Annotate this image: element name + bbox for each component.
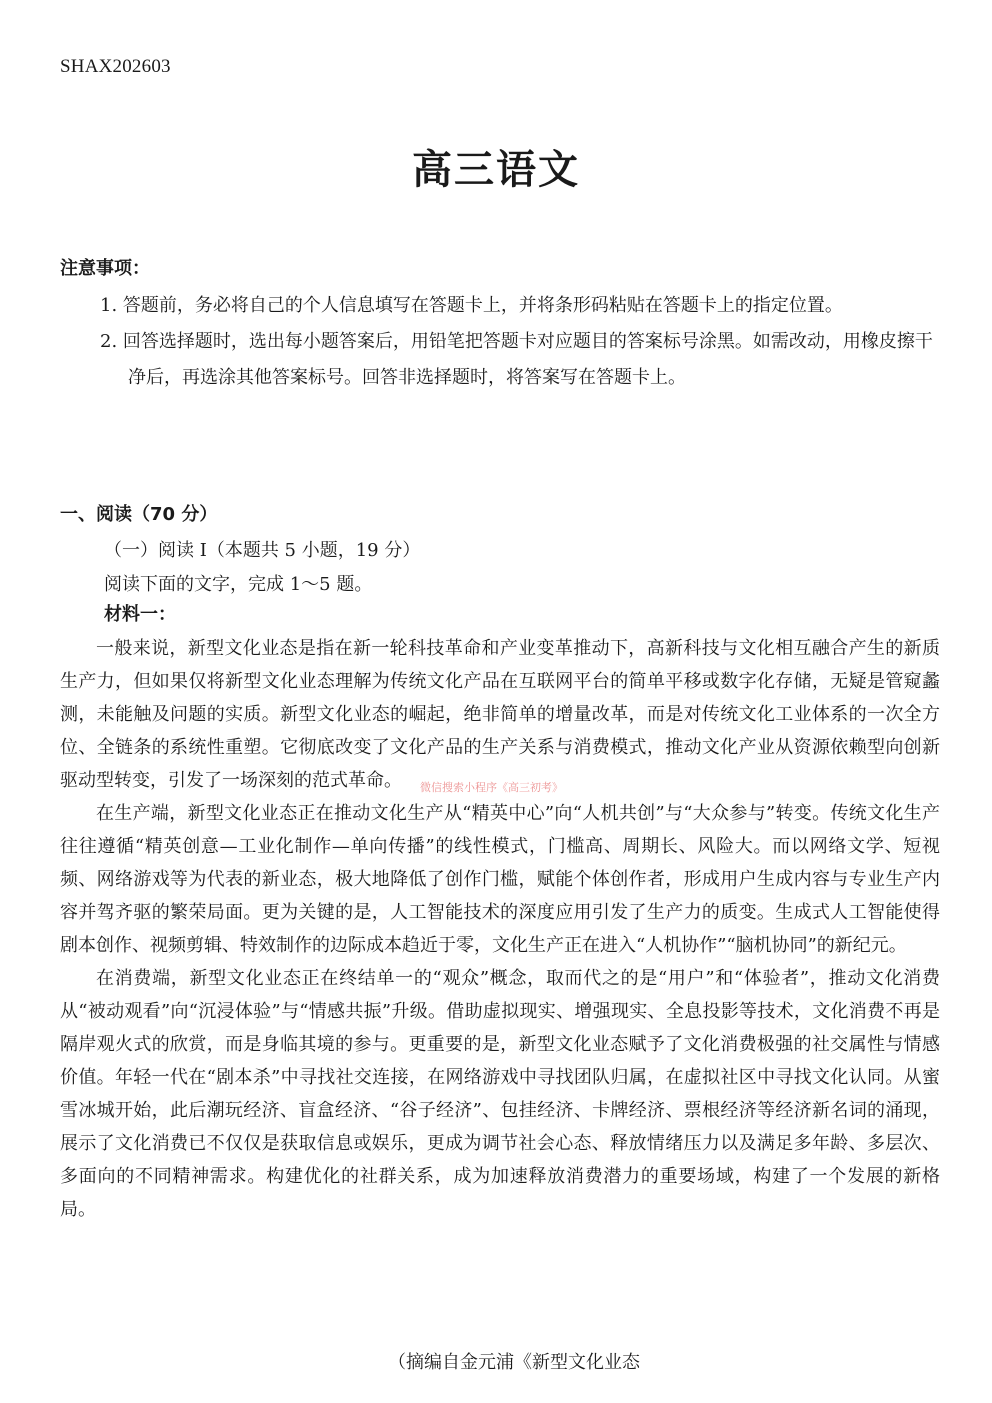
notice-list [100,288,940,396]
notice-item: 1. 答题前，务必将自己的个人信息填写在答题卡上，并将条形码粘贴在答题卡上的指定位置。 [100,295,843,316]
page-title: 高三语文 [412,147,580,193]
passage-paragraph: 一般来说，新型文化业态是指在新一轮科技革命和产业变革推动下，高新科技与文化相互融合产生的新质生产力，但如果仅将新型文化业态理解为传统文化产品在互联网平台的简单平移或数字化存储，无疑是管窥蠡测，未能触及问题的实质。新型文化业态的崛起，绝非简单的增量改革，而是对传统文化工业体系的一次全方位、全链条的系统性重塑。它彻底改变了文化产品的生产关系与消费模式，推动文化产业从资源依赖型向创新驱动型转变，引发了一场深刻的范式革命。 [60,638,940,791]
section-heading: 一、阅读（70 分） [60,504,218,525]
passage-paragraph: 在生产端，新型文化业态正在推动文化生产从“精英中心”向“人机共创”与“大众参与”转变。传统文化生产往往遵循“精英创意—工业化制作—单向传播”的线性模式，门槛高、周期长、风险大。而以网络文学、短视频、网络游戏等为代表的新业态，极大地降低了创作门槛，赋能个体创作者，形成用户生成内容与专业生产内容并驾齐驱的繁荣局面。更为关键的是，人工智能技术的深度应用引发了生产力的质变。生成式人工智能使得剧本创作、视频剪辑、特效制作的边际成本趋近于零，文化生产正在进入“人机协作”“脑机协同”的新纪元。 [60,803,940,956]
material-label: 材料一： [104,604,176,625]
notice-heading: 注意事项： [60,258,150,279]
page-edge-fade [640,1340,730,1380]
exam-code: SHAX202603 [60,56,171,77]
watermark: 微信搜索小程序《高三初考》 [420,781,563,794]
subsection-block [104,534,420,602]
source-note: （摘编自金元浦《新型文化业态 [388,1352,640,1373]
passage-paragraph: 在消费端，新型文化业态正在终结单一的“观众”概念，取而代之的是“用户”和“体验者”，推动文化消费从“被动观看”向“沉浸体验”与“情感共振”升级。借助虚拟现实、增强现实、全息投影等技术，文化消费不再是隔岸观火式的欣赏，而是身临其境的参与。更重要的是，新型文化业态赋予了文化消费极强的社交属性与情感价值。年轻一代在“剧本杀”中寻找社交连接，在网络游戏中寻找团队归属，在虚拟社区中寻找文化认同。从蜜雪冰城开始，此后潮玩经济、盲盒经济、“谷子经济”、包挂经济、卡牌经济、票根经济等经济新名词的涌现，展示了文化消费已不仅仅是获取信息或娱乐，更成为调节社会心态、释放情绪压力以及满足多年龄、多层次、多面向的不同精神需求。构建优化的社群关系，成为加速释放消费潜力的重要场域，构建了一个发展的新格局。 [60,968,940,1220]
notice-item: 2. 回答选择题时，选出每小题答案后，用铅笔把答题卡对应题目的答案标号涂黑。如需改动，用橡皮擦干净后，再选涂其他答案标号。回答非选择题时，将答案写在答题卡上。 [100,331,933,388]
subsection-title: （一）阅读 I（本题共 5 小题，19 分） [104,540,421,561]
reading-instruction: 阅读下面的文字，完成 1～5 题。 [104,574,373,595]
reading-passage [60,632,940,1226]
